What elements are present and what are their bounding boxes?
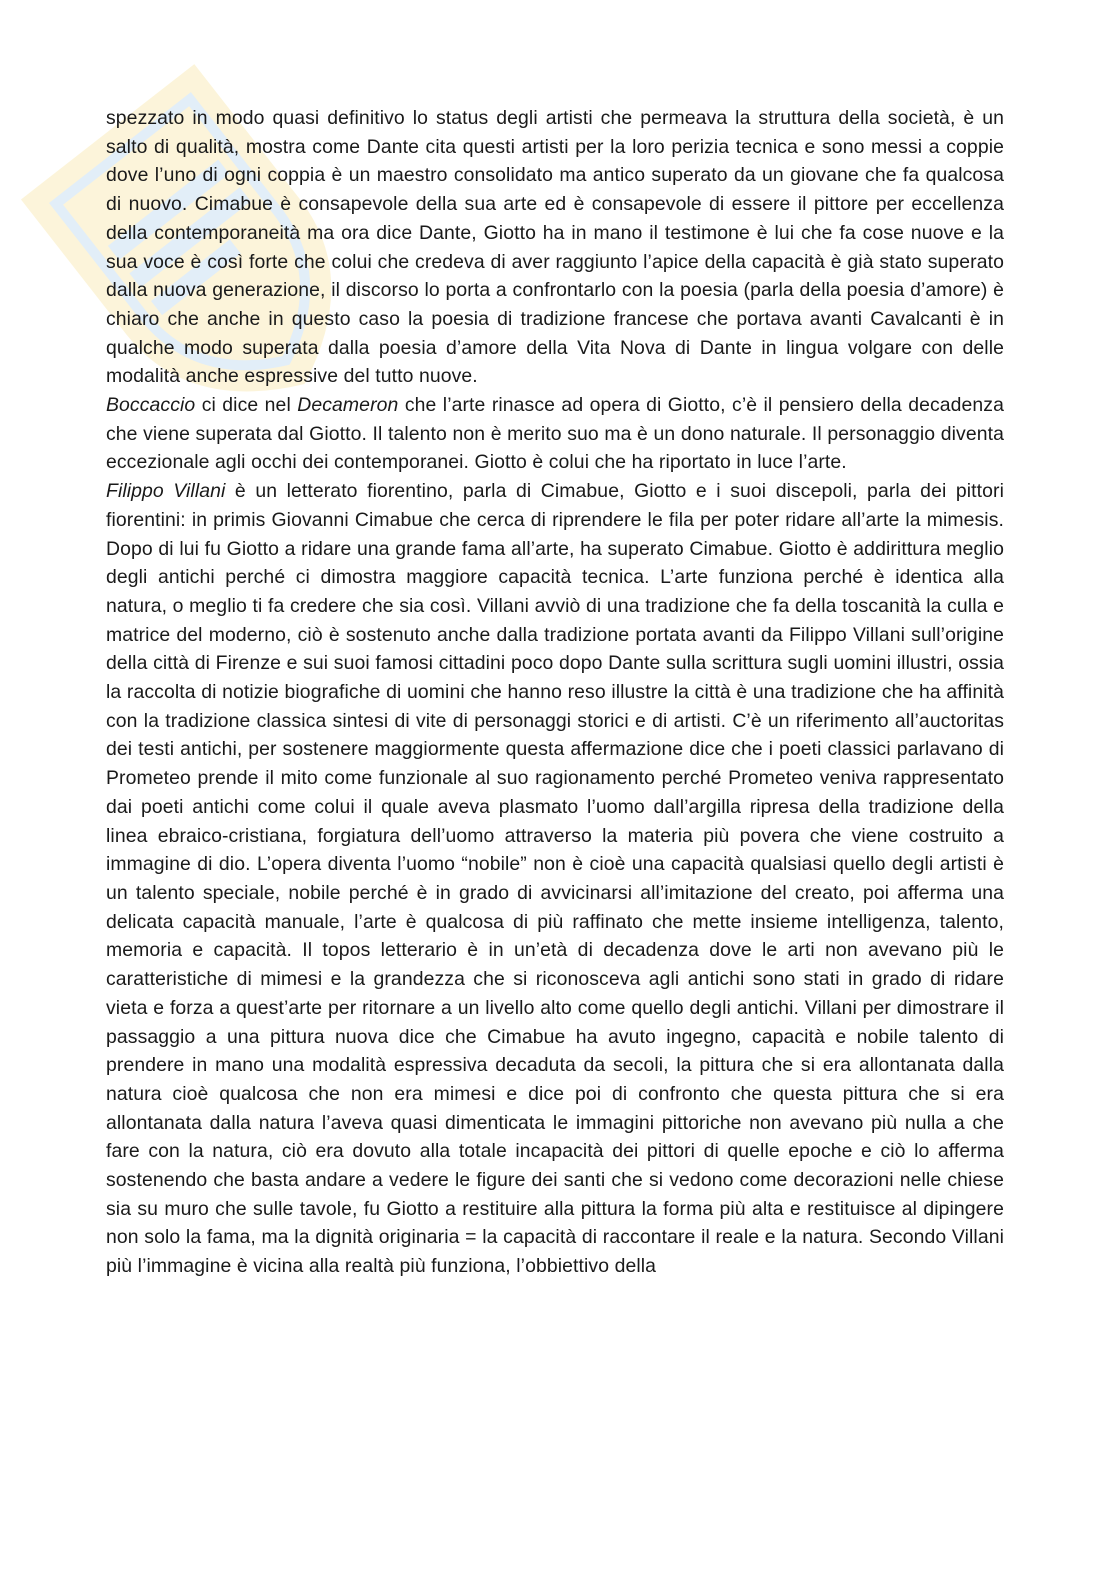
- paragraph-villani: [106, 477, 1004, 1281]
- paragraph-text: è un letterato fiorentino, parla di Cimabue, Giotto e i suoi discepoli, parla dei pittori fiorentini: in primis Giovanni Cimabue che cerca di riprendere le fila per poter ridare all’arte la mimesis. Dopo di lui fu Giotto a ridare una grande fama all’arte, ha superato Cimabue. Giotto è addirittura meglio degli antichi perché ci dimostra maggiore capacità tecnica. L’arte funziona perché è identica alla natura, o meglio ti fa credere che sia così. Villani avviò di una tradizione che fa della toscanità la culla e matrice del moderno, ciò è sostenuto anche dalla tradizione portata avanti da Filippo Villani sull’origine della città di Firenze e sui suoi famosi cittadini poco dopo Dante sulla scrittura sugli uomini illustri, ossia la raccolta di notizie biografiche di uomini che hanno reso illustre la città è una tradizione che ha affinità con la tradizione classica sintesi di vite di personaggi storici e di artisti. C’è un riferimento all’auctoritas dei testi antichi, per sostenere maggiormente questa affermazione dice che i poeti classici parlavano di Prometeo prende il mito come funzionale al suo ragionamento perché Prometeo veniva rappresentato dai poeti antichi come colui il quale aveva plasmato l’uomo dall’argilla ripresa della tradizione della linea ebraico-cristiana, forgiatura dell’uomo attraverso la materia più povera che viene costruito a immagine di dio. L’opera diventa l’uomo “nobile” non è cioè una capacità qualsiasi quello degli artisti è un talento speciale, nobile perché è in grado di avvicinarsi all’imitazione del creato, poi afferma una delicata capacità manuale, l’arte è qualcosa di più raffinato che mette insieme intelligenza, talento, memoria e capacità. Il topos letterario è in un’età di decadenza dove le arti non avevano più le caratteristiche di mimesi e la grandezza che si riconosceva agli antichi sono stati in grado di ridare vieta e forza a quest’arte per ritornare a un livello alto come quello degli antichi. Villani per dimostrare il passaggio a una pittura nuova dice che Cimabue ha avuto ingegno, capacità e nobile talento di prendere in mano una modalità espressiva decaduta da secoli, la pittura che si era allontanata dalla natura cioè qualcosa che non era mimesi e dice poi di confronto che questa pittura che si era allontanata dalla natura l’aveva quasi dimenticata le immagini pittoriche non avevano più nulla a che fare con la natura, ciò era dovuto alla totale incapacità dei pittori di quelle epoche e ciò lo afferma sostenendo che basta andare a vedere le figure dei santi che si vedono come decorazioni nelle chiese sia su muro che sulle tavole, fu Giotto a restituire alla pittura la forma più alta e restituisce al dipingere non solo la fama, ma la dignità originaria = la capacità di raccontare il reale e la natura. Secondo Villani più l’immagine è vicina alla realtà più funziona, l’obbiettivo della: [106, 480, 1004, 1278]
- author-name-villani: Filippo Villani: [106, 480, 226, 503]
- work-title-decameron: Decameron: [297, 394, 399, 417]
- paragraph-text: ci dice nel: [195, 394, 298, 417]
- author-name-boccaccio: Boccaccio: [106, 394, 196, 417]
- document-body: [106, 104, 1004, 1281]
- paragraph-text: che l’arte rinasce ad opera di Giotto, c’è il pensiero della decadenza che viene superata dal Giotto. Il talento non è merito suo ma è un dono naturale. Il personaggio diventa eccezionale agli occhi dei contemporanei. Giotto è colui che ha riportato in luce l’arte.: [106, 394, 1004, 474]
- paragraph-continuation: spezzato in modo quasi definitivo lo status degli artisti che permeava la struttura della società, è un salto di qualità, mostra come Dante cita questi artisti per la loro perizia tecnica e sono messi a coppie dove l’uno di ogni coppia è un maestro consolidato ma antico superato da un giovane che fa qualcosa di nuovo. Cimabue è consapevole della sua arte ed è consapevole di essere il pittore per eccellenza della contemporaneità ma ora dice Dante, Giotto ha in mano il testimone è lui che fa cose nuove e la sua voce è così forte che colui che credeva di aver raggiunto l’apice della capacità è già stato superato dalla nuova generazione, il discorso lo porta a confrontarlo con la poesia (parla della poesia d’amore) è chiaro che anche in questo caso la poesia di tradizione francese che portava avanti Cavalcanti è in qualche modo superata dalla poesia d’amore della Vita Nova di Dante in lingua volgare con delle modalità anche espressive del tutto nuove.: [106, 107, 1004, 388]
- paragraph-boccaccio: [106, 391, 1004, 477]
